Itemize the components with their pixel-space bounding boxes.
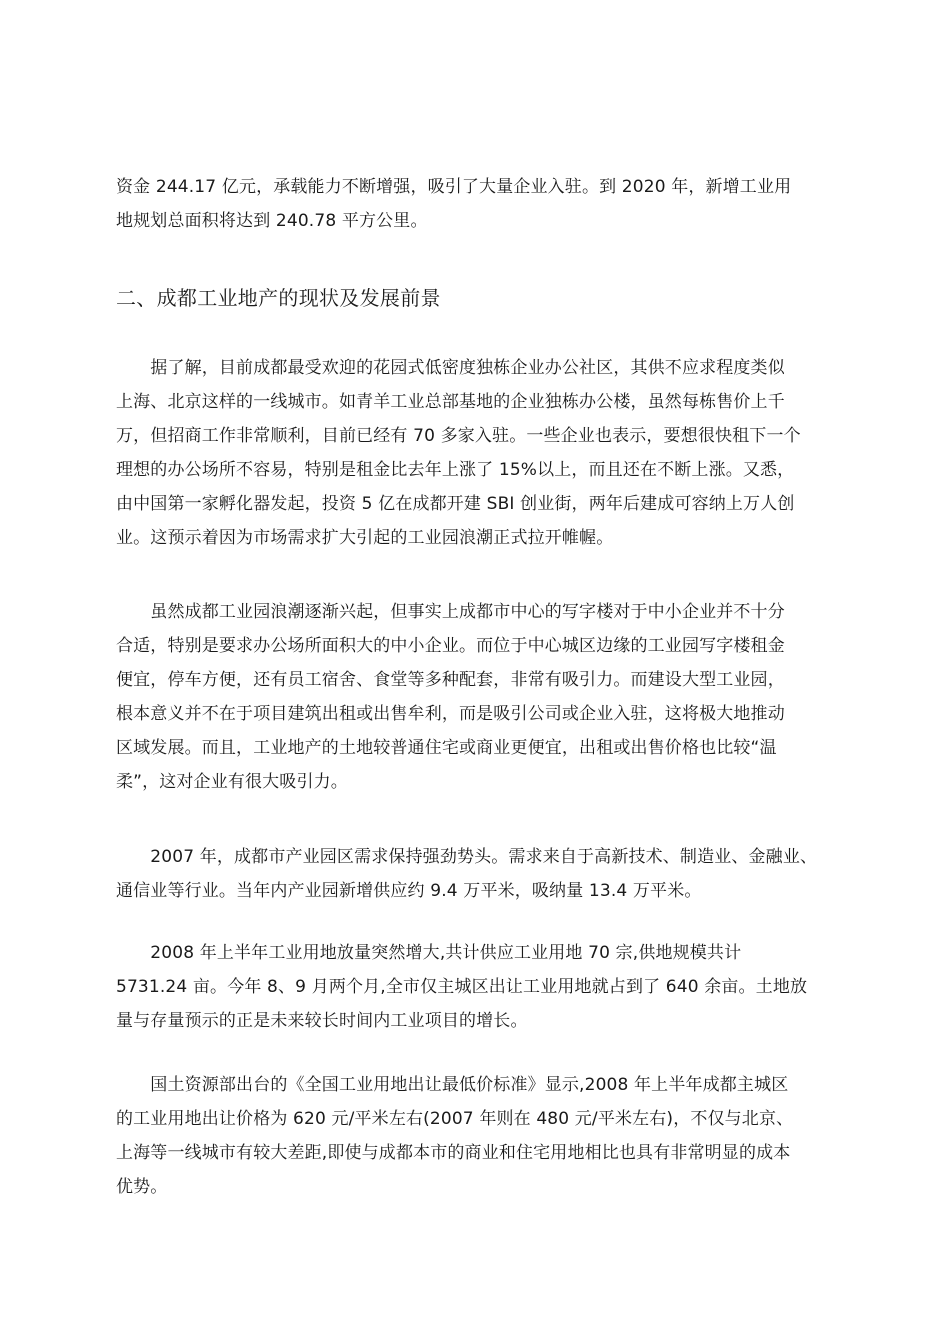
- paragraph-investment-capacity: [116, 170, 906, 238]
- text-line: 上海等一线城市有较大差距,即使与成都本市的商业和住宅用地相比也具有非常明显的成本: [116, 1143, 791, 1163]
- text-line: 2007 年，成都市产业园区需求保持强劲势头。需求来自于高新技术、制造业、金融业、: [116, 847, 818, 867]
- text-line: 的工业用地出让价格为 620 元/平米左右(2007 年则在 480 元/平米左右)，不仅与北京、: [116, 1109, 794, 1129]
- paragraph-office-demand: [116, 351, 906, 555]
- text-line: 5731.24 亩。今年 8、9 月两个月,全市仅主城区出让工业用地就占到了 640 余亩。土地放: [116, 977, 808, 997]
- text-line: 虽然成都工业园浪潮逐渐兴起，但事实上成都市中心的写字楼对于中小企业并不十分: [116, 602, 785, 622]
- section-heading: [116, 281, 906, 315]
- text-line: 区域发展。而且，工业地产的土地较普通住宅或商业更便宜，出租或出售价格也比较“温: [116, 738, 777, 758]
- text-line: 地规划总面积将达到 240.78 平方公里。: [116, 211, 428, 231]
- text-line: 柔”，这对企业有很大吸引力。: [116, 772, 348, 792]
- section-title: 二、成都工业地产的现状及发展前景: [116, 286, 441, 310]
- text-line: 量与存量预示的正是未来较长时间内工业项目的增长。: [116, 1011, 528, 1031]
- paragraph-2008-land-supply: [116, 936, 906, 1038]
- text-line: 理想的办公场所不容易，特别是租金比去年上涨了 15%以上，而且还在不断上涨。又悉，: [116, 460, 795, 480]
- text-line: 优势。: [116, 1177, 168, 1197]
- text-line: 合适，特别是要求办公场所面积大的中小企业。而位于中心城区边缘的工业园写字楼租金: [116, 636, 785, 656]
- paragraph-land-price-standard: [116, 1068, 906, 1204]
- text-line: 通信业等行业。当年内产业园新增供应约 9.4 万平米，吸纳量 13.4 万平米。: [116, 881, 702, 901]
- paragraph-industrial-park-advantages: [116, 595, 906, 799]
- text-line: 万，但招商工作非常顺利，目前已经有 70 多家入驻。一些企业也表示，要想很快租下一个: [116, 426, 801, 446]
- text-line: 上海、北京这样的一线城市。如青羊工业总部基地的企业独栋办公楼，虽然每栋售价上千: [116, 392, 785, 412]
- text-line: 2008 年上半年工业用地放量突然增大,共计供应工业用地 70 宗,供地规模共计: [116, 943, 742, 963]
- paragraph-2007-demand: [116, 840, 906, 908]
- text-line: 根本意义并不在于项目建筑出租或出售牟利，而是吸引公司或企业入驻，这将极大地推动: [116, 704, 785, 724]
- text-line: 便宜，停车方便，还有员工宿舍、食堂等多种配套，非常有吸引力。而建设大型工业园，: [116, 670, 785, 690]
- text-line: 据了解，目前成都最受欢迎的花园式低密度独栋企业办公社区，其供不应求程度类似: [116, 358, 785, 378]
- text-line: 业。这预示着因为市场需求扩大引起的工业园浪潮正式拉开帷幄。: [116, 528, 614, 548]
- text-line: 国土资源部出台的《全国工业用地出让最低价标准》显示,2008 年上半年成都主城区: [116, 1075, 789, 1095]
- text-line: 由中国第一家孵化器发起，投资 5 亿在成都开建 SBI 创业街，两年后建成可容纳上万人创: [116, 494, 795, 514]
- text-line: 资金 244.17 亿元，承载能力不断增强，吸引了大量企业入驻。到 2020 年，新增工业用: [116, 177, 792, 197]
